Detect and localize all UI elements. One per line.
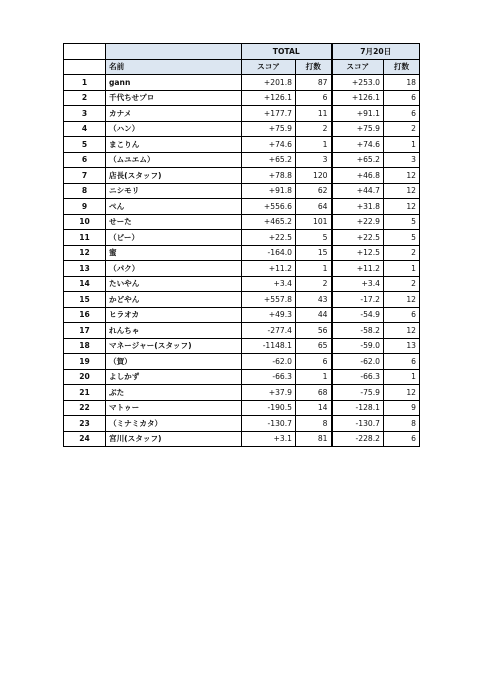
day-count-cell: 12 xyxy=(384,168,420,184)
name-cell: かどやん xyxy=(106,292,242,308)
total-score-cell: -277.4 xyxy=(242,323,296,339)
day-score-cell: +31.8 xyxy=(332,199,384,215)
day-count-cell: 2 xyxy=(384,276,420,292)
total-score-cell: +3.1 xyxy=(242,431,296,447)
total-score-cell: +177.7 xyxy=(242,106,296,122)
score-table xyxy=(63,43,420,447)
table-row xyxy=(64,75,420,91)
day-score-cell: +75.9 xyxy=(332,121,384,137)
table-row xyxy=(64,199,420,215)
rank-cell: 1 xyxy=(64,75,106,91)
day-score-cell: -17.2 xyxy=(332,292,384,308)
day-score-cell: -59.0 xyxy=(332,338,384,354)
day-count-cell: 18 xyxy=(384,75,420,91)
total-count-cell: 43 xyxy=(296,292,332,308)
total-count-cell: 5 xyxy=(296,230,332,246)
day-score-cell: -128.1 xyxy=(332,400,384,416)
name-cell: （ムユエム） xyxy=(106,152,242,168)
table-row xyxy=(64,230,420,246)
table-row xyxy=(64,400,420,416)
header-blank-name xyxy=(106,44,242,60)
total-score-cell: +201.8 xyxy=(242,75,296,91)
total-score-cell: +78.8 xyxy=(242,168,296,184)
day-count-cell: 6 xyxy=(384,307,420,323)
day-score-cell: -54.9 xyxy=(332,307,384,323)
total-score-cell: -1148.1 xyxy=(242,338,296,354)
rank-cell: 22 xyxy=(64,400,106,416)
rank-cell: 21 xyxy=(64,385,106,401)
day-count-cell: 12 xyxy=(384,323,420,339)
total-count-cell: 62 xyxy=(296,183,332,199)
name-cell: ニシモリ xyxy=(106,183,242,199)
total-score-cell: +557.8 xyxy=(242,292,296,308)
rank-cell: 12 xyxy=(64,245,106,261)
header-blank-rank xyxy=(64,44,106,60)
day-count-cell: 12 xyxy=(384,183,420,199)
day-score-cell: +74.6 xyxy=(332,137,384,153)
total-score-cell: -164.0 xyxy=(242,245,296,261)
total-score-cell: +65.2 xyxy=(242,152,296,168)
total-count-cell: 101 xyxy=(296,214,332,230)
total-count-cell: 1 xyxy=(296,261,332,277)
header-date-group: 7月20日 xyxy=(332,44,420,60)
rank-cell: 24 xyxy=(64,431,106,447)
day-score-cell: +22.9 xyxy=(332,214,384,230)
day-count-cell: 6 xyxy=(384,431,420,447)
day-score-cell: -62.0 xyxy=(332,354,384,370)
table-row xyxy=(64,338,420,354)
table-row xyxy=(64,121,420,137)
table-row xyxy=(64,183,420,199)
day-score-cell: -58.2 xyxy=(332,323,384,339)
rank-cell: 9 xyxy=(64,199,106,215)
day-count-cell: 6 xyxy=(384,354,420,370)
total-score-cell: +22.5 xyxy=(242,230,296,246)
header-day-score: スコア xyxy=(332,59,384,75)
rank-cell: 16 xyxy=(64,307,106,323)
total-count-cell: 15 xyxy=(296,245,332,261)
day-score-cell: -228.2 xyxy=(332,431,384,447)
rank-cell: 23 xyxy=(64,416,106,432)
total-count-cell: 2 xyxy=(296,276,332,292)
total-count-cell: 3 xyxy=(296,152,332,168)
rank-cell: 7 xyxy=(64,168,106,184)
name-cell: （ビー） xyxy=(106,230,242,246)
total-count-cell: 64 xyxy=(296,199,332,215)
total-count-cell: 6 xyxy=(296,354,332,370)
rank-cell: 18 xyxy=(64,338,106,354)
total-count-cell: 81 xyxy=(296,431,332,447)
day-score-cell: +91.1 xyxy=(332,106,384,122)
header-total-group: TOTAL xyxy=(242,44,332,60)
header-total-score: スコア xyxy=(242,59,296,75)
name-cell: 宮川(スタッフ) xyxy=(106,431,242,447)
name-cell: せーた xyxy=(106,214,242,230)
name-cell: ぶた xyxy=(106,385,242,401)
day-count-cell: 12 xyxy=(384,199,420,215)
total-count-cell: 1 xyxy=(296,369,332,385)
name-cell: まこりん xyxy=(106,137,242,153)
day-count-cell: 6 xyxy=(384,106,420,122)
day-count-cell: 5 xyxy=(384,214,420,230)
name-cell: れんちゃ xyxy=(106,323,242,339)
table-row xyxy=(64,354,420,370)
table-row xyxy=(64,90,420,106)
total-count-cell: 56 xyxy=(296,323,332,339)
table-row xyxy=(64,168,420,184)
table-row xyxy=(64,261,420,277)
rank-cell: 15 xyxy=(64,292,106,308)
name-cell: （賀） xyxy=(106,354,242,370)
table-row xyxy=(64,276,420,292)
total-count-cell: 6 xyxy=(296,90,332,106)
day-count-cell: 9 xyxy=(384,400,420,416)
total-count-cell: 44 xyxy=(296,307,332,323)
total-score-cell: +3.4 xyxy=(242,276,296,292)
name-cell: マネージャー(スタッフ) xyxy=(106,338,242,354)
table-row xyxy=(64,431,420,447)
day-count-cell: 1 xyxy=(384,369,420,385)
total-count-cell: 11 xyxy=(296,106,332,122)
day-score-cell: +11.2 xyxy=(332,261,384,277)
day-score-cell: -75.9 xyxy=(332,385,384,401)
total-score-cell: -130.7 xyxy=(242,416,296,432)
day-score-cell: +126.1 xyxy=(332,90,384,106)
header-total-count: 打数 xyxy=(296,59,332,75)
rank-cell: 2 xyxy=(64,90,106,106)
total-count-cell: 120 xyxy=(296,168,332,184)
name-cell: 店長(スタッフ) xyxy=(106,168,242,184)
day-score-cell: -66.3 xyxy=(332,369,384,385)
table-row xyxy=(64,385,420,401)
day-count-cell: 1 xyxy=(384,261,420,277)
total-count-cell: 8 xyxy=(296,416,332,432)
header-name: 名前 xyxy=(106,59,242,75)
header-column-row xyxy=(64,59,420,75)
total-score-cell: +11.2 xyxy=(242,261,296,277)
name-cell: マトゥー xyxy=(106,400,242,416)
day-score-cell: -130.7 xyxy=(332,416,384,432)
name-cell: ヒラオカ xyxy=(106,307,242,323)
rank-cell: 8 xyxy=(64,183,106,199)
name-cell: （ミナミカタ） xyxy=(106,416,242,432)
table-row xyxy=(64,307,420,323)
name-cell: 千代ちせプロ xyxy=(106,90,242,106)
day-count-cell: 2 xyxy=(384,245,420,261)
day-score-cell: +44.7 xyxy=(332,183,384,199)
table-row xyxy=(64,106,420,122)
table-row xyxy=(64,416,420,432)
table-row xyxy=(64,152,420,168)
name-cell: （パク） xyxy=(106,261,242,277)
day-score-cell: +12.5 xyxy=(332,245,384,261)
name-cell: 蜜 xyxy=(106,245,242,261)
table-row xyxy=(64,323,420,339)
day-count-cell: 12 xyxy=(384,292,420,308)
rank-cell: 14 xyxy=(64,276,106,292)
total-score-cell: +49.3 xyxy=(242,307,296,323)
name-cell: たいやん xyxy=(106,276,242,292)
rank-cell: 11 xyxy=(64,230,106,246)
day-count-cell: 13 xyxy=(384,338,420,354)
name-cell: よしかず xyxy=(106,369,242,385)
total-count-cell: 68 xyxy=(296,385,332,401)
total-count-cell: 1 xyxy=(296,137,332,153)
name-cell: gann xyxy=(106,75,242,91)
day-count-cell: 6 xyxy=(384,90,420,106)
total-score-cell: -62.0 xyxy=(242,354,296,370)
day-count-cell: 2 xyxy=(384,121,420,137)
name-cell: カナメ xyxy=(106,106,242,122)
total-score-cell: +465.2 xyxy=(242,214,296,230)
total-score-cell: +556.6 xyxy=(242,199,296,215)
name-cell: （ハン） xyxy=(106,121,242,137)
rank-cell: 10 xyxy=(64,214,106,230)
header-blank-rank-2 xyxy=(64,59,106,75)
day-count-cell: 1 xyxy=(384,137,420,153)
day-score-cell: +253.0 xyxy=(332,75,384,91)
rank-cell: 17 xyxy=(64,323,106,339)
day-score-cell: +22.5 xyxy=(332,230,384,246)
table-row xyxy=(64,245,420,261)
name-cell: ぺん xyxy=(106,199,242,215)
table-row xyxy=(64,137,420,153)
total-score-cell: -66.3 xyxy=(242,369,296,385)
day-count-cell: 12 xyxy=(384,385,420,401)
day-score-cell: +46.8 xyxy=(332,168,384,184)
day-count-cell: 3 xyxy=(384,152,420,168)
header-group-row xyxy=(64,44,420,60)
total-score-cell: +37.9 xyxy=(242,385,296,401)
day-count-cell: 5 xyxy=(384,230,420,246)
rank-cell: 19 xyxy=(64,354,106,370)
rank-cell: 3 xyxy=(64,106,106,122)
table-row xyxy=(64,369,420,385)
total-count-cell: 2 xyxy=(296,121,332,137)
total-score-cell: +126.1 xyxy=(242,90,296,106)
total-score-cell: +91.8 xyxy=(242,183,296,199)
rank-cell: 13 xyxy=(64,261,106,277)
total-count-cell: 14 xyxy=(296,400,332,416)
day-score-cell: +3.4 xyxy=(332,276,384,292)
table-row xyxy=(64,214,420,230)
total-count-cell: 87 xyxy=(296,75,332,91)
total-score-cell: +75.9 xyxy=(242,121,296,137)
rank-cell: 20 xyxy=(64,369,106,385)
rank-cell: 6 xyxy=(64,152,106,168)
total-score-cell: +74.6 xyxy=(242,137,296,153)
header-day-count: 打数 xyxy=(384,59,420,75)
total-score-cell: -190.5 xyxy=(242,400,296,416)
rank-cell: 4 xyxy=(64,121,106,137)
rank-cell: 5 xyxy=(64,137,106,153)
total-count-cell: 65 xyxy=(296,338,332,354)
day-score-cell: +65.2 xyxy=(332,152,384,168)
day-count-cell: 8 xyxy=(384,416,420,432)
table-row xyxy=(64,292,420,308)
